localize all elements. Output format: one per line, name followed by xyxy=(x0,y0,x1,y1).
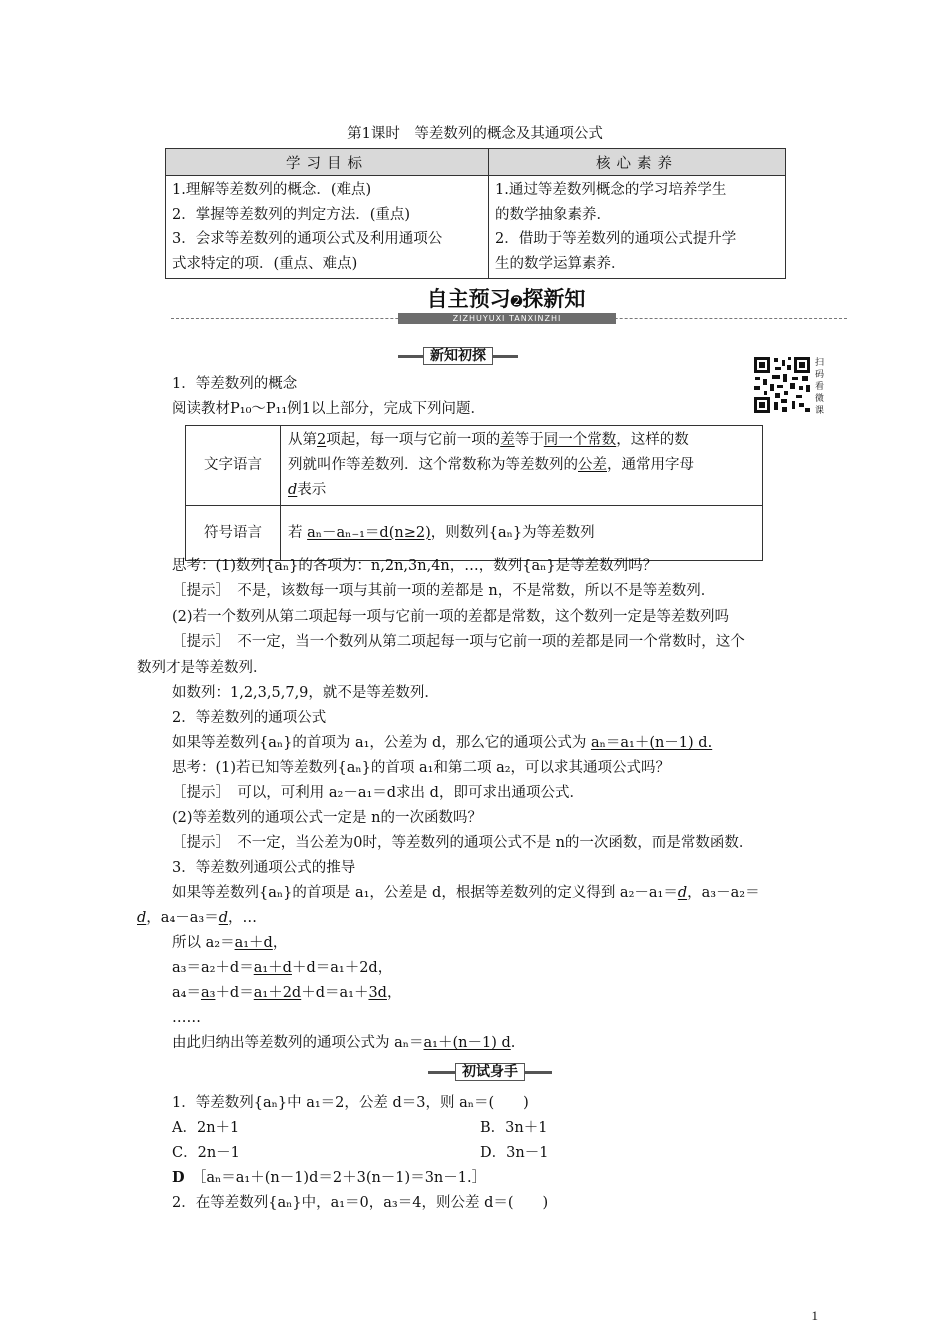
section-tag-new xyxy=(398,346,518,366)
paragraph: a₃＝a₂＋d＝a₁＋d＋d＝a₁＋2d， xyxy=(172,960,393,976)
section-heading: 3．等差数列通项公式的推导 xyxy=(172,860,356,876)
objectives-header-right: 核心素养 xyxy=(489,149,786,176)
blank-answer: d xyxy=(137,910,147,926)
problem: 1．等差数列{aₙ}中 a₁＝2，公差 d＝3，则 aₙ＝( ) xyxy=(172,1095,529,1111)
section-tag-new-label: 新知初探 xyxy=(423,347,493,365)
literacy-item: 1.通过等差数列概念的学习培养学生 xyxy=(495,182,727,198)
blank-answer: 3d xyxy=(368,985,387,1001)
qr-code-icon xyxy=(752,355,812,415)
blank-answer: 2 xyxy=(317,432,327,448)
definition-header-text: 文字语言 xyxy=(186,426,281,506)
blank-answer: a₁＋d xyxy=(253,960,292,976)
blank-answer: aₙ＝a₁＋(n－1) d. xyxy=(590,735,713,751)
paragraph: 如果等差数列{aₙ}的首项是 a₁，公差是 d，根据等差数列的定义得到 a₂－a₁＝d，a₃－a₂＝ xyxy=(172,885,760,901)
blank-answer: 差 xyxy=(500,432,515,448)
objective-item: 1.理解等差数列的概念．(难点) xyxy=(172,182,372,198)
paragraph: ［提示］ 不是，该数每一项与其前一项的差都是 n，不是常数，所以不是等差数列． xyxy=(172,583,716,599)
paragraph: (2)若一个数列从第二项起每一项与它前一项的差都是常数，这个数列一定是等差数列吗 xyxy=(172,609,730,625)
paragraph: 阅读教材P₁₀～P₁₁例1以上部分，完成下列问题． xyxy=(172,401,485,417)
banner-subtitle: ZIZHUYUXI TANXINZHI xyxy=(398,313,616,324)
paragraph: ［提示］ 不一定，当公差为0时，等差数列的通项公式不是 n的一次函数，而是常数函数． xyxy=(172,835,754,851)
paragraph: ［提示］ 可以，可利用 a₂－a₁＝d求出 d，即可求出通项公式． xyxy=(172,785,584,801)
section-tag-try-label: 初试身手 xyxy=(455,1063,525,1081)
blank-answer: a₁＋2d xyxy=(253,985,302,1001)
banner-title: 自主预习 xyxy=(426,287,511,311)
section-heading: 1．等差数列的概念 xyxy=(172,376,298,392)
blank-answer: d xyxy=(677,885,688,901)
paragraph: 所以 a₂＝a₁＋d， xyxy=(172,935,288,951)
blank-answer: 公差 xyxy=(578,457,607,473)
objective-item: 3．会求等差数列的通项公式及利用通项公 xyxy=(172,231,443,247)
option-b: B．3n＋1 xyxy=(480,1120,548,1136)
blank-answer: aₙ－aₙ₋₁＝d(n≥2) xyxy=(307,524,431,541)
section-heading: 2．等差数列的通项公式 xyxy=(172,710,327,726)
paragraph: 如数列：1,2,3,5,7,9，就不是等差数列． xyxy=(172,685,439,701)
qr-caption: 扫码看微课 xyxy=(815,358,825,416)
lesson-title: 第1课时 等差数列的概念及其通项公式 xyxy=(347,126,603,142)
blank-answer: 同一个常数 xyxy=(543,432,617,448)
blank-answer: d xyxy=(218,910,229,926)
definition-header-symbol: 符号语言 xyxy=(186,506,281,561)
paragraph: 思考：(1)数列{aₙ}的各项为：n,2n,3n,4n，…，数列{aₙ}是等差数列吗？ xyxy=(172,558,658,574)
paragraph: ［提示］ 不一定，当一个数列从第二项起每一项与它前一项的差都是同一个常数时，这个 xyxy=(172,634,745,650)
blank-answer: d xyxy=(288,482,298,498)
option-c: C．2n－1 xyxy=(172,1145,240,1161)
literacy-item: 的数学抽象素养． xyxy=(495,206,611,223)
objectives-right-cell xyxy=(489,176,786,279)
paragraph: d，a₄－a₃＝d，… xyxy=(137,910,258,926)
objective-item: 式求特定的项．(重点、难点) xyxy=(172,255,358,272)
blank-answer: a₁＋(n－1) d xyxy=(423,1035,511,1051)
blank-answer: a₁＋d xyxy=(234,935,273,951)
objectives-table xyxy=(165,148,786,279)
paragraph: (2)等差数列的通项公式一定是 n的一次函数吗？ xyxy=(172,810,482,826)
option-a: A．2n＋1 xyxy=(172,1120,240,1136)
definition-symbol-cell: 若 aₙ－aₙ₋₁＝d(n≥2)，则数列{aₙ}为等差数列 xyxy=(281,506,763,561)
arrow-icon: ➋ xyxy=(510,294,523,310)
page-number: 1 xyxy=(811,1308,818,1323)
answer-letter: D xyxy=(172,1169,185,1186)
paragraph: 思考：(1)若已知等差数列{aₙ}的首项 a₁和第二项 a₂，可以求其通项公式吗？ xyxy=(172,760,671,776)
definition-table xyxy=(185,425,763,561)
option-d: D．3n－1 xyxy=(480,1145,549,1161)
objective-item: 2．掌握等差数列的判定方法．(重点) xyxy=(172,206,411,223)
definition-text-cell: 从第2项起，每一项与它前一项的差等于同一个常数，这样的数 列就叫作等差数列．这个常数称为等差数列的公差，通常用字母 d表示 xyxy=(281,426,763,506)
paragraph: 如果等差数列{aₙ}的首项为 a₁，公差为 d，那么它的通项公式为 aₙ＝a₁＋(n－1) d. xyxy=(172,735,713,751)
section-tag-try xyxy=(428,1062,552,1082)
objectives-left-cell xyxy=(166,176,489,279)
literacy-item: 生的数学运算素养． xyxy=(495,255,626,272)
problem: 2．在等差数列{aₙ}中，a₁＝0，a₃＝4，则公差 d＝( ) xyxy=(172,1195,549,1211)
objectives-header-left: 学习目标 xyxy=(166,149,489,176)
literacy-item: 2．借助于等差数列的通项公式提升学 xyxy=(495,231,737,247)
section-banner xyxy=(413,287,599,311)
paragraph: …… xyxy=(172,1010,201,1026)
banner-title-2: 探新知 xyxy=(522,287,586,311)
blank-answer: a₃ xyxy=(200,985,216,1001)
answer: D ［aₙ＝a₁＋(n－1)d＝2＋3(n－1)＝3n－1.］ xyxy=(172,1169,487,1186)
paragraph: 数列才是等差数列． xyxy=(137,660,268,676)
paragraph: a₄＝a₃＋d＝a₁＋2d＋d＝a₁＋3d， xyxy=(172,985,402,1001)
paragraph: 由此归纳出等差数列的通项公式为 aₙ＝a₁＋(n－1) d. xyxy=(172,1035,516,1051)
